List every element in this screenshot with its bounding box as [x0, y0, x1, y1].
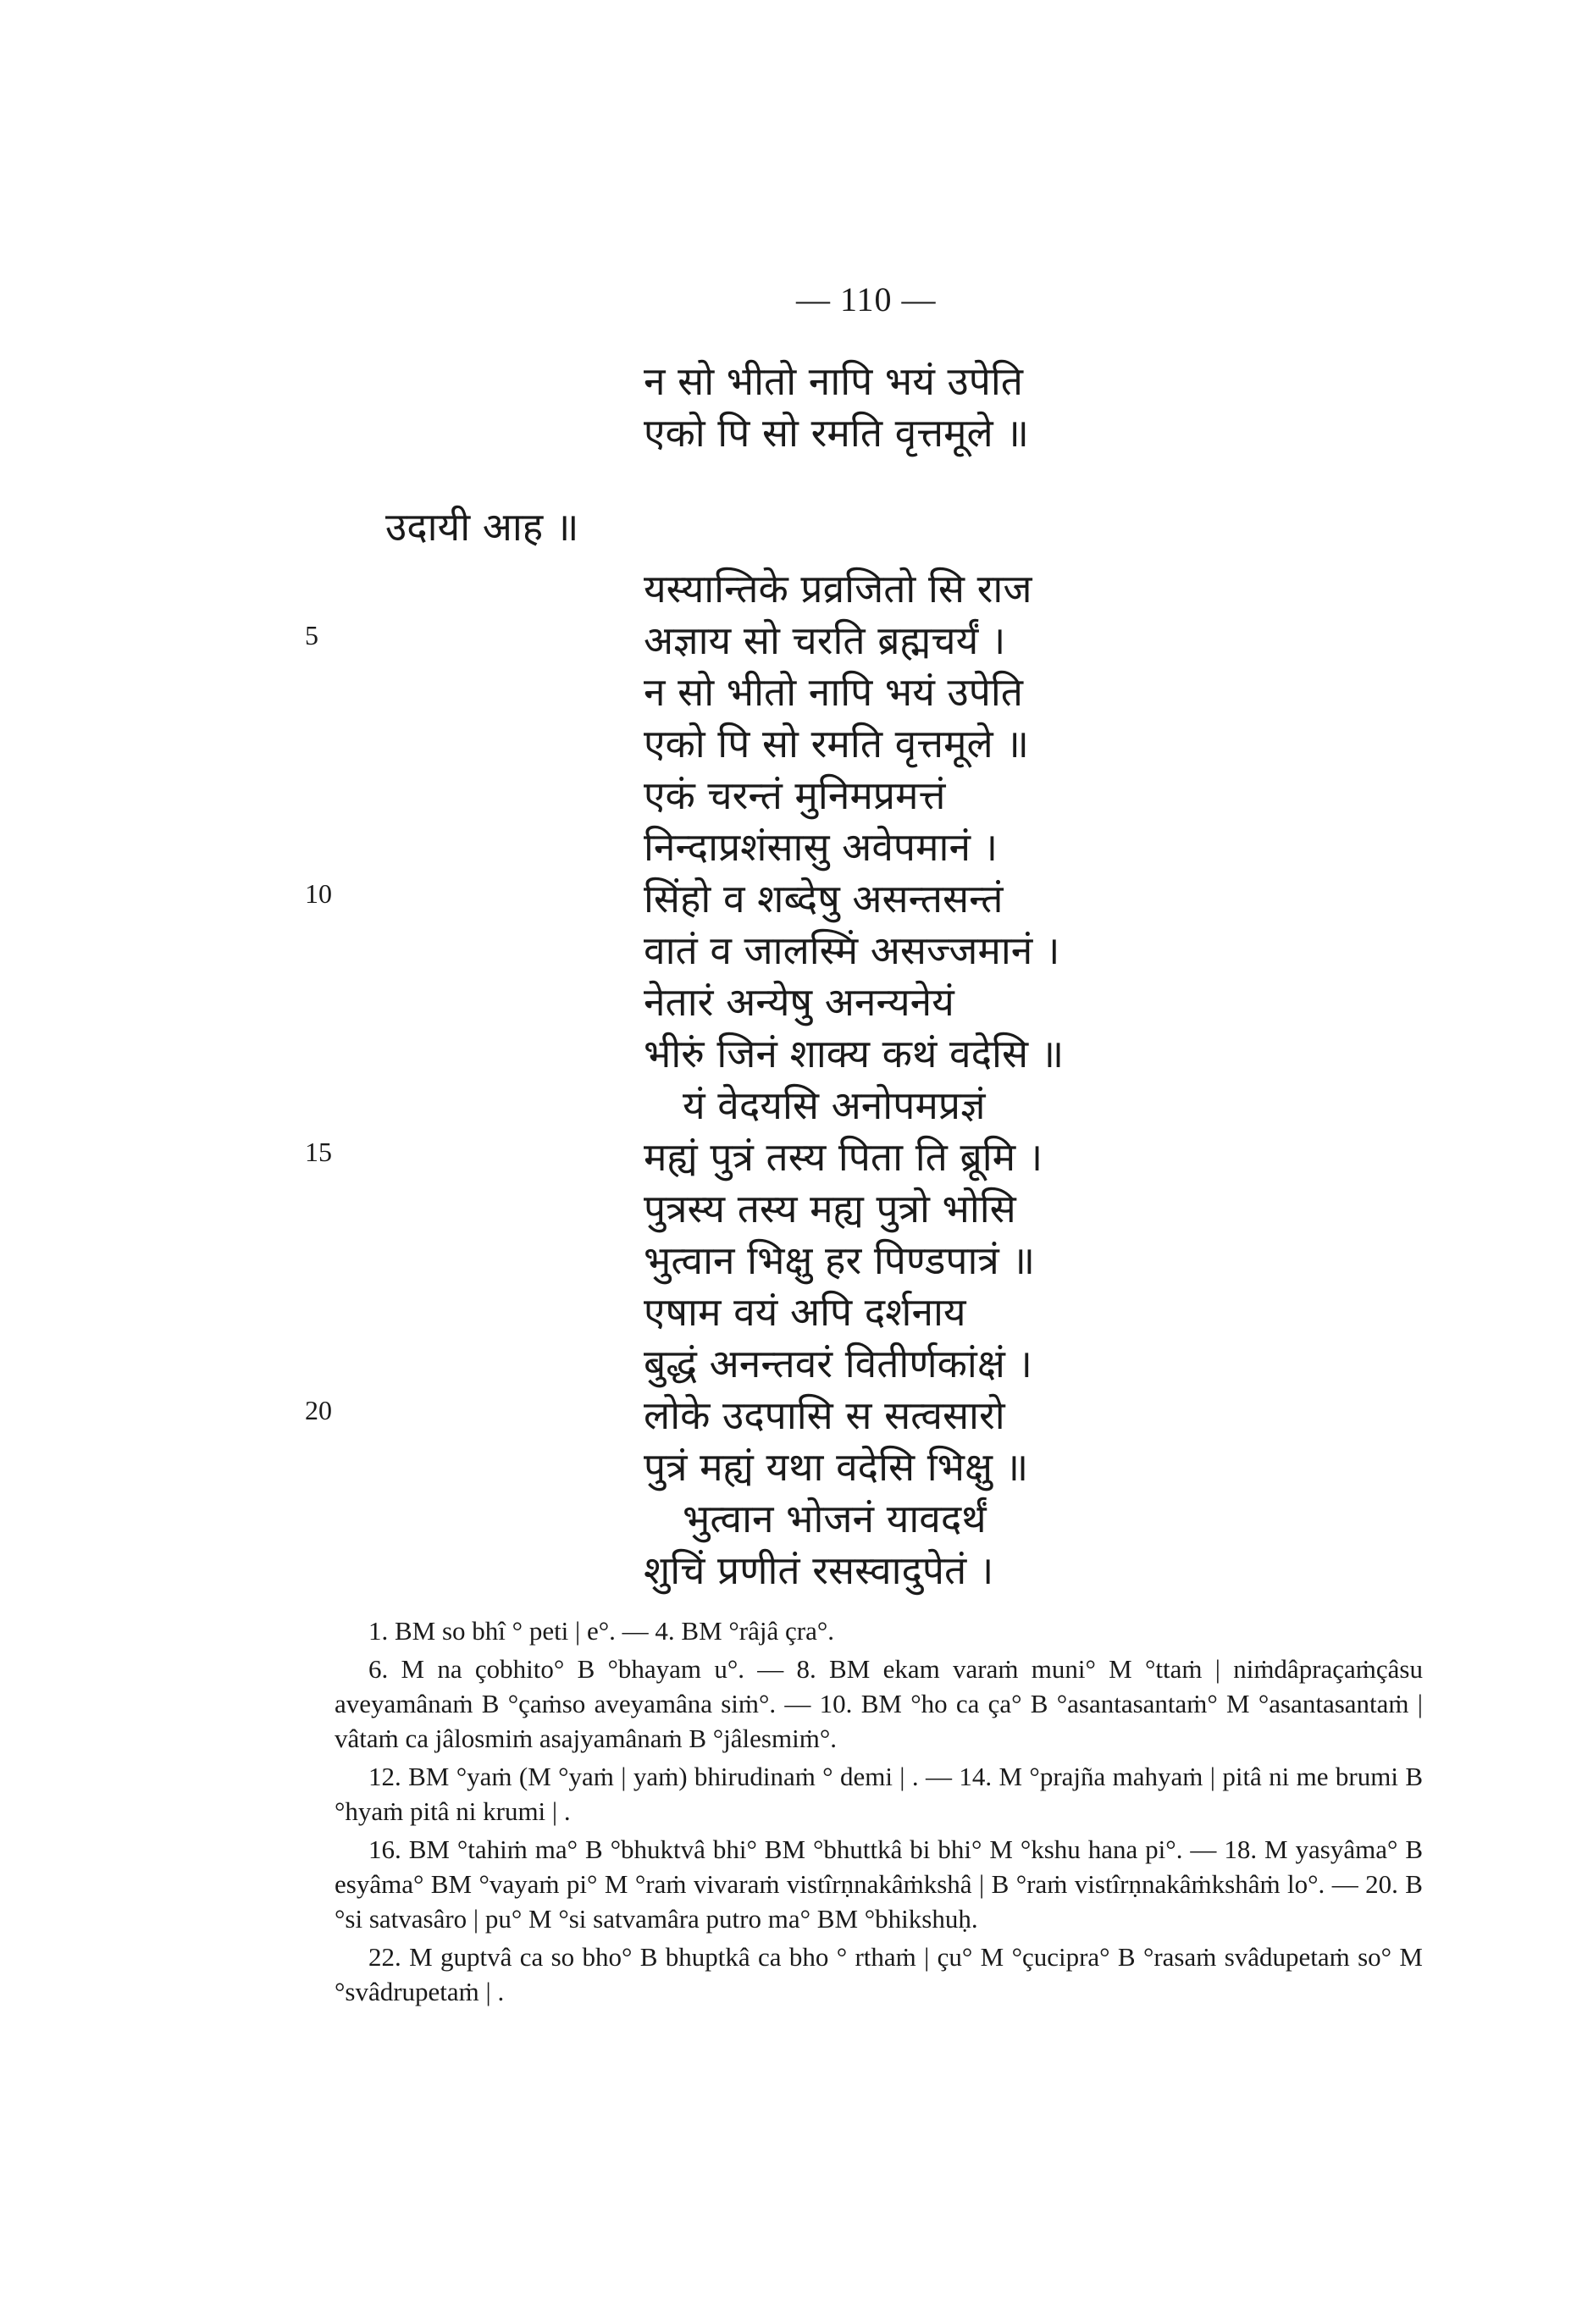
verse-line: मह्यं पुत्रं तस्य पिता ति ब्रूमि ।	[644, 1134, 1043, 1180]
verse-line: अज्ञाय सो चरति ब्रह्मचर्यं ।	[644, 617, 1006, 663]
footnote: 12. BM °yaṁ (M °yaṁ | yaṁ) bhirudinaṁ ° demi | . — 14. M °prajña mahyaṁ | pitâ ni me brumi B °hyaṁ pitâ ni krumi | .	[335, 1762, 1423, 1826]
verse-line: एकं चरन्तं मुनिमप्रमत्तं	[644, 772, 946, 818]
verse-line: शुचिं प्रणीतं रसस्वादुपेतं ।	[644, 1547, 994, 1593]
main-verse	[644, 563, 1064, 1596]
footnote: 22. M guptvâ ca so bho° B bhuptkâ ca bho ° rthaṁ | çu° M °çucipra° B °rasaṁ svâdupetaṁ so° M °svâdrupetaṁ | .	[335, 1942, 1423, 2006]
line-number: 15	[305, 1137, 332, 1167]
line-number: 5	[305, 620, 318, 650]
verse-line: बुद्धं अनन्तवरं वितीर्णकांक्षं ।	[644, 1341, 1032, 1386]
verse-line: पुत्रं मह्यं यथा वदेसि भिक्षु ॥	[644, 1444, 1029, 1490]
footnote: 16. BM °tahiṁ ma° B °bhuktvâ bhi° BM °bhuttkâ bi bhi° M °kshu hana pi°. — 18. M yasyâma° B esyâma° BM °vayaṁ pi° M °raṁ vivaraṁ vistîrṇnakâṁkshâ | B °raṁ vistîrṇnakâṁkshâṁ lo°. — 20. B °si satvasâro | pu° M °si satvamâra putro ma° BM °bhikshuḥ.	[335, 1834, 1423, 1934]
footnotes	[335, 1613, 1423, 2012]
verse-line: न सो भीतो नापि भयं उपेति	[644, 358, 1024, 404]
verse-line: एषाम वयं अपि दर्शनाय	[644, 1289, 966, 1335]
speaker-heading: उदायी आह ॥	[385, 504, 579, 550]
footnote: 1. BM so bhî ° peti | e°. — 4. BM °râjâ çra°.	[368, 1616, 834, 1646]
verse-line: भुत्वान भिक्षु हर पिण्डपात्रं ॥	[644, 1237, 1036, 1283]
verse-line: न सो भीतो नापि भयं उपेति	[644, 669, 1024, 715]
line-number: 10	[305, 878, 332, 909]
verse-line: भुत्वान भोजनं यावदर्थं	[683, 1496, 987, 1541]
verse-line: यं वेदयसि अनोपमप्रज्ञं	[683, 1082, 986, 1128]
verse-line: एको पि सो रमति वृत्तमूले ॥	[644, 410, 1029, 456]
page-number: — 110 —	[796, 280, 937, 318]
verse-line: नेतारं अन्येषु अनन्यनेयं	[644, 979, 954, 1025]
footnote: 6. M na çobhito° B °bhayam u°. — 8. BM ekam varaṁ muni° M °ttaṁ | niṁdâpraçaṁçâsu aveyamânaṁ B °çaṁso aveyamâna siṁ°. — 10. BM °ho ca ça° B °asantasantaṁ° M °asantasantaṁ | vâtaṁ ca jâlosmiṁ asajyamânaṁ B °jâlesmiṁ°.	[335, 1654, 1423, 1753]
verse-line: भीरुं जिनं शाक्य कथं वदेसि ॥	[644, 1031, 1065, 1076]
verse-line: निन्दाप्रशंसासु अवेपमानं ।	[644, 824, 998, 870]
verse-line: लोके उदपासि स सत्वसारो	[644, 1392, 1005, 1438]
verse-line: यस्यान्तिके प्रव्रजितो सि राज	[644, 566, 1032, 611]
verse-line: एको पि सो रमति वृत्तमूले ॥	[644, 721, 1029, 766]
verse-line: सिंहो व शब्देषु असन्तसन्तं	[644, 876, 1004, 921]
verse-line: पुत्रस्य तस्य मह्य पुत्रो भोसि	[644, 1186, 1016, 1231]
line-number: 20	[305, 1395, 332, 1425]
opening-verse	[644, 356, 1029, 459]
verse-line: वातं व जालस्मिं असज्जमानं ।	[644, 927, 1060, 973]
